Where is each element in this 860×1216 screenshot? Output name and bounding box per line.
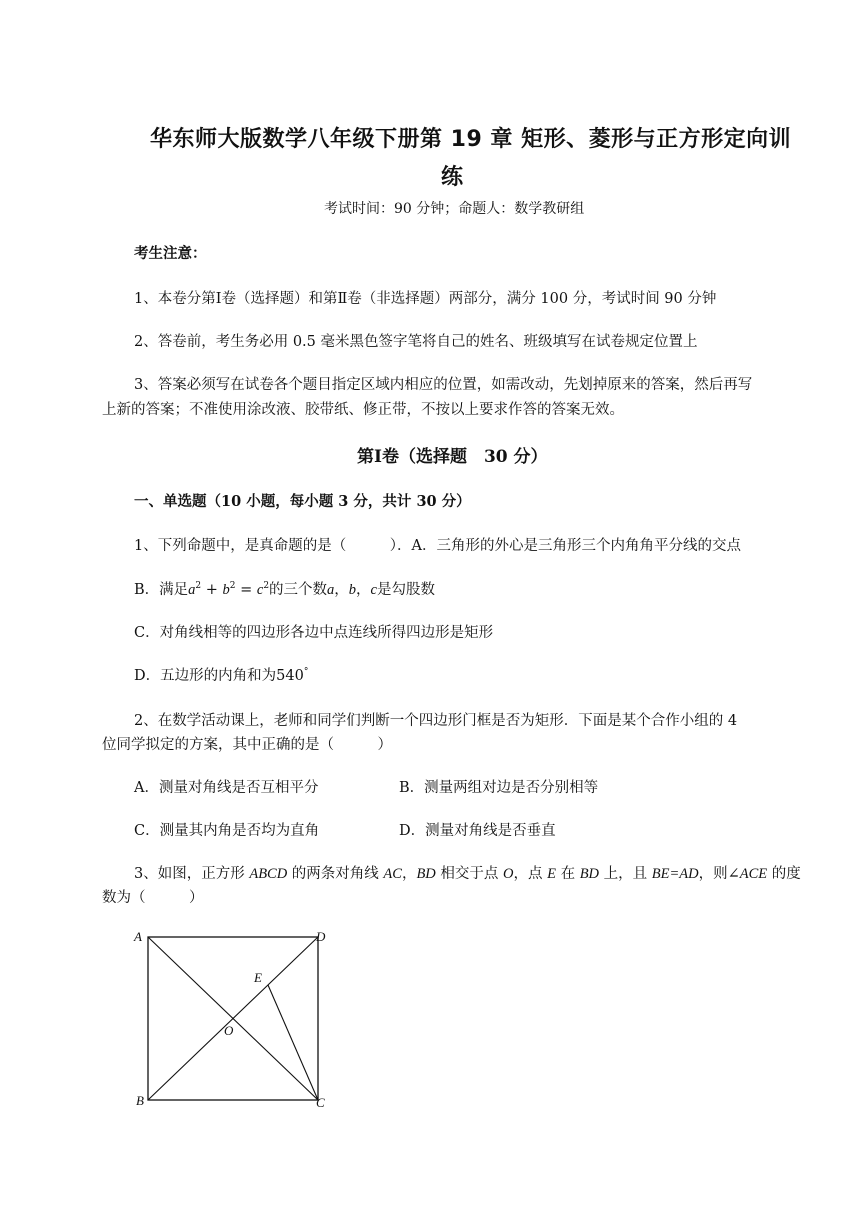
q3-math: ACE (739, 866, 768, 882)
square-figure (128, 925, 338, 1115)
label-o: O (224, 1023, 234, 1038)
label-a: A (134, 929, 142, 944)
q3-text: 的两条对角线 (287, 866, 384, 882)
q3-math: BD (416, 866, 436, 882)
question-2-option-c: C．测量其内角是否均为直角 (134, 823, 320, 839)
question-2-option-d: D．测量对角线是否垂直 (399, 823, 556, 839)
question-2-option-a: A．测量对角线是否互相平分 (134, 780, 319, 796)
equation-op: = (235, 582, 257, 598)
var-a: a (327, 582, 335, 598)
q3-math: BD (579, 866, 600, 882)
question-1-stem: 1、下列命题中，是真命题的是（ ）．A．三角形的外心是三角形三个内角角平分线的交点 (134, 538, 741, 554)
question-2-stem-line2: 位同学拟定的方案，其中正确的是（ ） (102, 737, 392, 753)
question-1-option-c: C．对角线相等的四边形各边中点连线所得四边形是矩形 (134, 625, 494, 641)
equation-b: b (222, 582, 230, 598)
option-b-prefix: B．满足 (134, 582, 189, 598)
part-heading: 一、单选题（10 小题，每小题 3 分，共计 30 分） (134, 493, 471, 510)
question-1-option-d (134, 664, 308, 685)
label-d: D (316, 929, 326, 944)
notice-item: 2、答卷前，考生务必用 0.5 毫米黑色签字笔将自己的姓名、班级填写在试卷规定位置上 (134, 334, 698, 350)
question-2-stem-line1: 2、在数学活动课上，老师和同学们判断一个四边形门框是否为矩形．下面是某个合作小组的 4 (134, 713, 738, 729)
q3-math: AC (383, 866, 402, 882)
q3-text: ，点 (513, 866, 548, 882)
equation-a: a (188, 582, 196, 598)
question-1-option-b (134, 578, 435, 599)
document-title-line2: 练 (441, 165, 464, 190)
label-b: B (136, 1093, 144, 1108)
segment-ce (268, 985, 318, 1100)
document-title-line1: 华东师大版数学八年级下册第 19 章 矩形、菱形与正方形定向训 (150, 127, 792, 152)
exponent: 2 (195, 581, 202, 592)
var-b: b (348, 582, 357, 598)
section-title: 第Ⅰ卷（选择题 30 分） (357, 447, 548, 467)
q3-text: 在 (555, 866, 580, 882)
q3-text: 的度 (767, 866, 801, 882)
exponent: 2 (229, 581, 236, 592)
equation-c: c (256, 582, 264, 598)
notice-item: 上新的答案；不准使用涂改液、胶带纸、修正带，不按以上要求作答的答案无效。 (102, 402, 624, 418)
degree-symbol: ° (303, 667, 309, 678)
exam-subtitle: 考试时间：90 分钟；命题人：数学教研组 (324, 201, 585, 217)
q3-math: ABCD (249, 866, 288, 882)
question-2-option-b: B．测量两组对边是否分别相等 (399, 780, 599, 796)
notice-item: 3、答案必须写在试卷各个题目指定区域内相应的位置，如需改动，先划掉原来的答案，然后再写 (134, 377, 753, 393)
angle-value: 540 (276, 668, 304, 684)
q3-math: E (547, 866, 556, 882)
option-b-suffix: 是勾股数 (376, 582, 435, 598)
var-c: c (370, 582, 377, 598)
q3-text: ， (401, 866, 417, 882)
q3-math: O (503, 866, 514, 882)
q3-text: 3、如图，正方形 (134, 866, 250, 882)
separator: ， (334, 582, 349, 598)
exponent: 2 (263, 581, 270, 592)
notice-heading: 考生注意： (134, 245, 207, 262)
q3-text: 相交于点 (435, 866, 504, 882)
label-c: C (316, 1095, 325, 1110)
q3-text: 上，且 (599, 866, 652, 882)
notice-item: 1、本卷分第Ⅰ卷（选择题）和第Ⅱ卷（非选择题）两部分，满分 100 分，考试时间 90 分钟 (134, 291, 717, 307)
option-d-prefix: D．五边形的内角和为 (134, 668, 277, 684)
q3-math: BE=AD (651, 866, 699, 882)
question-3-stem-line2: 数为（ ） (102, 890, 204, 906)
question-3-stem-line1 (134, 862, 801, 883)
equation-op: + (201, 582, 223, 598)
label-e: E (254, 970, 262, 985)
separator: ， (356, 582, 371, 598)
q3-text: ，则∠ (698, 866, 740, 882)
option-b-text: 的三个数 (269, 582, 328, 598)
